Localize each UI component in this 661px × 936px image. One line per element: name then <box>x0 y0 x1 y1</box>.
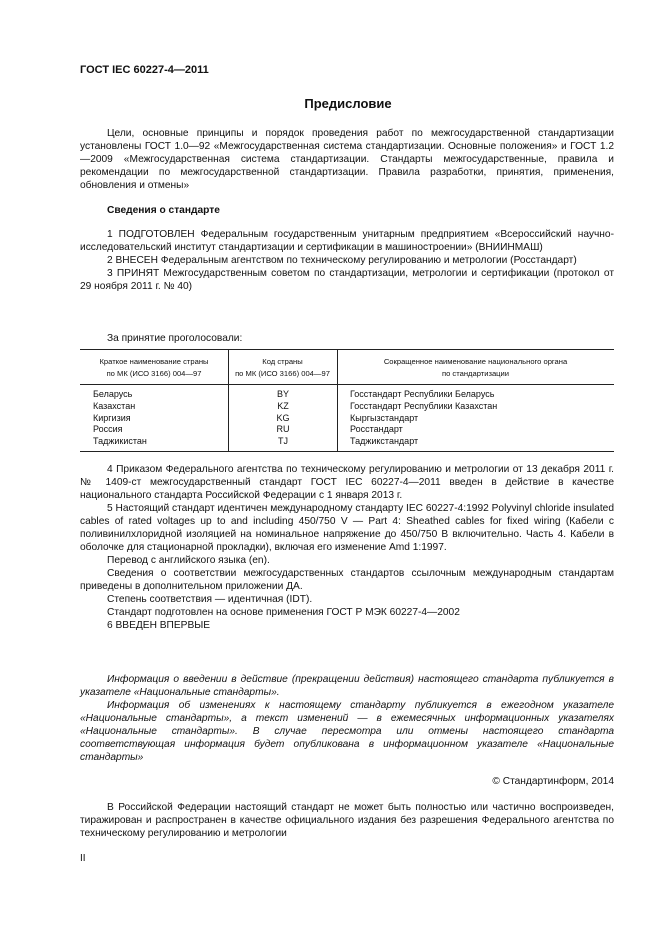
item-5-paragraph: 5 Настоящий стандарт идентичен международному стандарту IEC 60227-4:1992 Polyvinyl chloride insulated cables of rated voltages up to and including 450/750 V — Part 4: Sheathed cables for fixed wiring (Кабели с поливинилхлоридной изоляцией на номинальное напряжение до 450/750 В включительно. Часть 4. Кабели в оболочке для стационарной прокладки), включая его изменение Amd 1:1997. <box>80 503 614 553</box>
header-org-line1: Сокращенное наименование национального органа <box>383 357 568 366</box>
header-code-line2: по МК (ИСО 3166) 004—97 <box>235 369 330 378</box>
items-block <box>80 228 614 293</box>
document-header: ГОСТ IEC 60227-4—2011 <box>80 64 209 76</box>
item-1-paragraph: 1 ПОДГОТОВЛЕН Федеральным государственным унитарным предприятием «Всероссийский научно-исследовательский институт стандартизации и сертификации в машиностроении» (ВНИИНМАШ) <box>80 229 614 253</box>
votes-caption: За принятие проголосовали: <box>107 333 243 344</box>
header-org-line2: по стандартизации <box>441 369 510 378</box>
table-row-code: TJ <box>278 436 288 447</box>
notice-paragraph: В Российской Федерации настоящий стандарт не может быть полностью или частично воспроизведен, тиражирован и распространен в качестве официального издания без разрешения Федерального агентства по техническому регулированию и метрологии <box>80 802 614 839</box>
table-row-country: Россия <box>93 424 123 435</box>
table-row-country: Таджикистан <box>93 436 147 447</box>
header-code <box>228 356 337 380</box>
table-row-code: KZ <box>277 400 289 411</box>
info-block <box>80 673 614 764</box>
header-country <box>80 356 228 380</box>
info-paragraph-1: Информация о введении в действие (прекращении действия) настоящего стандарта публикуется в указателе «Национальные стандарты». <box>80 674 614 698</box>
org-column <box>350 389 497 448</box>
page-number: II <box>80 853 86 864</box>
table-row-code: KG <box>276 412 290 423</box>
item-2-paragraph: 2 ВНЕСЕН Федеральным агентством по техническому регулированию и метрологии (Росстандарт) <box>107 255 577 266</box>
header-country-line1: Краткое наименование страны <box>99 357 209 366</box>
table-row-country: Казахстан <box>93 400 136 411</box>
table-row-org: Госстандарт Республики Казахстан <box>350 400 498 411</box>
header-org <box>337 356 614 380</box>
section-heading: Сведения о стандарте <box>107 205 220 216</box>
page-title: Предисловие <box>304 96 392 111</box>
item-3-paragraph: 3 ПРИНЯТ Межгосударственным советом по стандартизации, метрологии и сертификации (протокол от 29 ноября 2011 г. № 40) <box>80 268 614 292</box>
header-code-line1: Код страны <box>262 357 303 366</box>
table-row-code: BY <box>276 389 289 399</box>
table-row-country: Беларусь <box>93 389 133 399</box>
info-paragraph-2: Информация об изменениях к настоящему стандарту публикуется в ежегодном указателе «Национальные стандарты», а текст изменений — в ежемесячных информационных указателях «Национальные стандарты». В случае пересмотра или отмены настоящего стандарта соответствующая информация будет опубликована в информационном указателе «Национальные стандарты» <box>80 700 614 763</box>
table-row-country: Киргизия <box>93 412 131 423</box>
table-row-org: Росстандарт <box>350 424 403 435</box>
after-block <box>80 463 614 632</box>
item-6-paragraph: 6 ВВЕДЕН ВПЕРВЫЕ <box>107 620 211 631</box>
prepared-paragraph: Стандарт подготовлен на основе применения ГОСТ Р МЭК 60227-4—2002 <box>107 607 460 618</box>
language-paragraph: Перевод с английского языка (en). <box>107 555 270 566</box>
table-row-org: Госстандарт Республики Беларусь <box>350 389 495 399</box>
country-column <box>93 389 147 448</box>
notice-block <box>80 801 614 840</box>
votes-table <box>80 349 614 452</box>
code-column <box>230 389 336 448</box>
references-paragraph: Сведения о соответствии межгосударственных стандартов ссылочным международным стандартам приведены в дополнительном приложении ДА. <box>80 568 614 592</box>
table-row-org: Таджикстандарт <box>350 436 419 447</box>
table-row-org: Кыргызстандарт <box>350 412 419 423</box>
table-row-code: RU <box>276 424 290 435</box>
copyright: © Стандартинформ, 2014 <box>492 776 614 787</box>
item-4-paragraph: 4 Приказом Федерального агентства по техническому регулированию и метрологии от 13 декабря 2011 г. № 1409-ст межгосударственный стандарт ГОСТ IEC 60227-4—2011 введен в действие в качестве национального стандарта Российской Федерации с 1 января 2013 г. <box>80 464 614 501</box>
degree-paragraph: Степень соответствия — идентичная (IDT). <box>107 594 313 605</box>
intro-block <box>80 127 614 192</box>
intro-paragraph: Цели, основные принципы и порядок проведения работ по межгосударственной стандартизации установлены ГОСТ 1.0—92 «Межгосударственная система стандартизации. Основные положения» и ГОСТ 1.2—2009 «Межгосударственная система стандартизации. Стандарты межгосударственные, правила и рекомендации по межгосударственной стандартизации. Правила разработки, принятия, применения, обновления и отмены» <box>80 128 614 191</box>
header-country-line2: по МК (ИСО 3166) 004—97 <box>106 369 202 378</box>
